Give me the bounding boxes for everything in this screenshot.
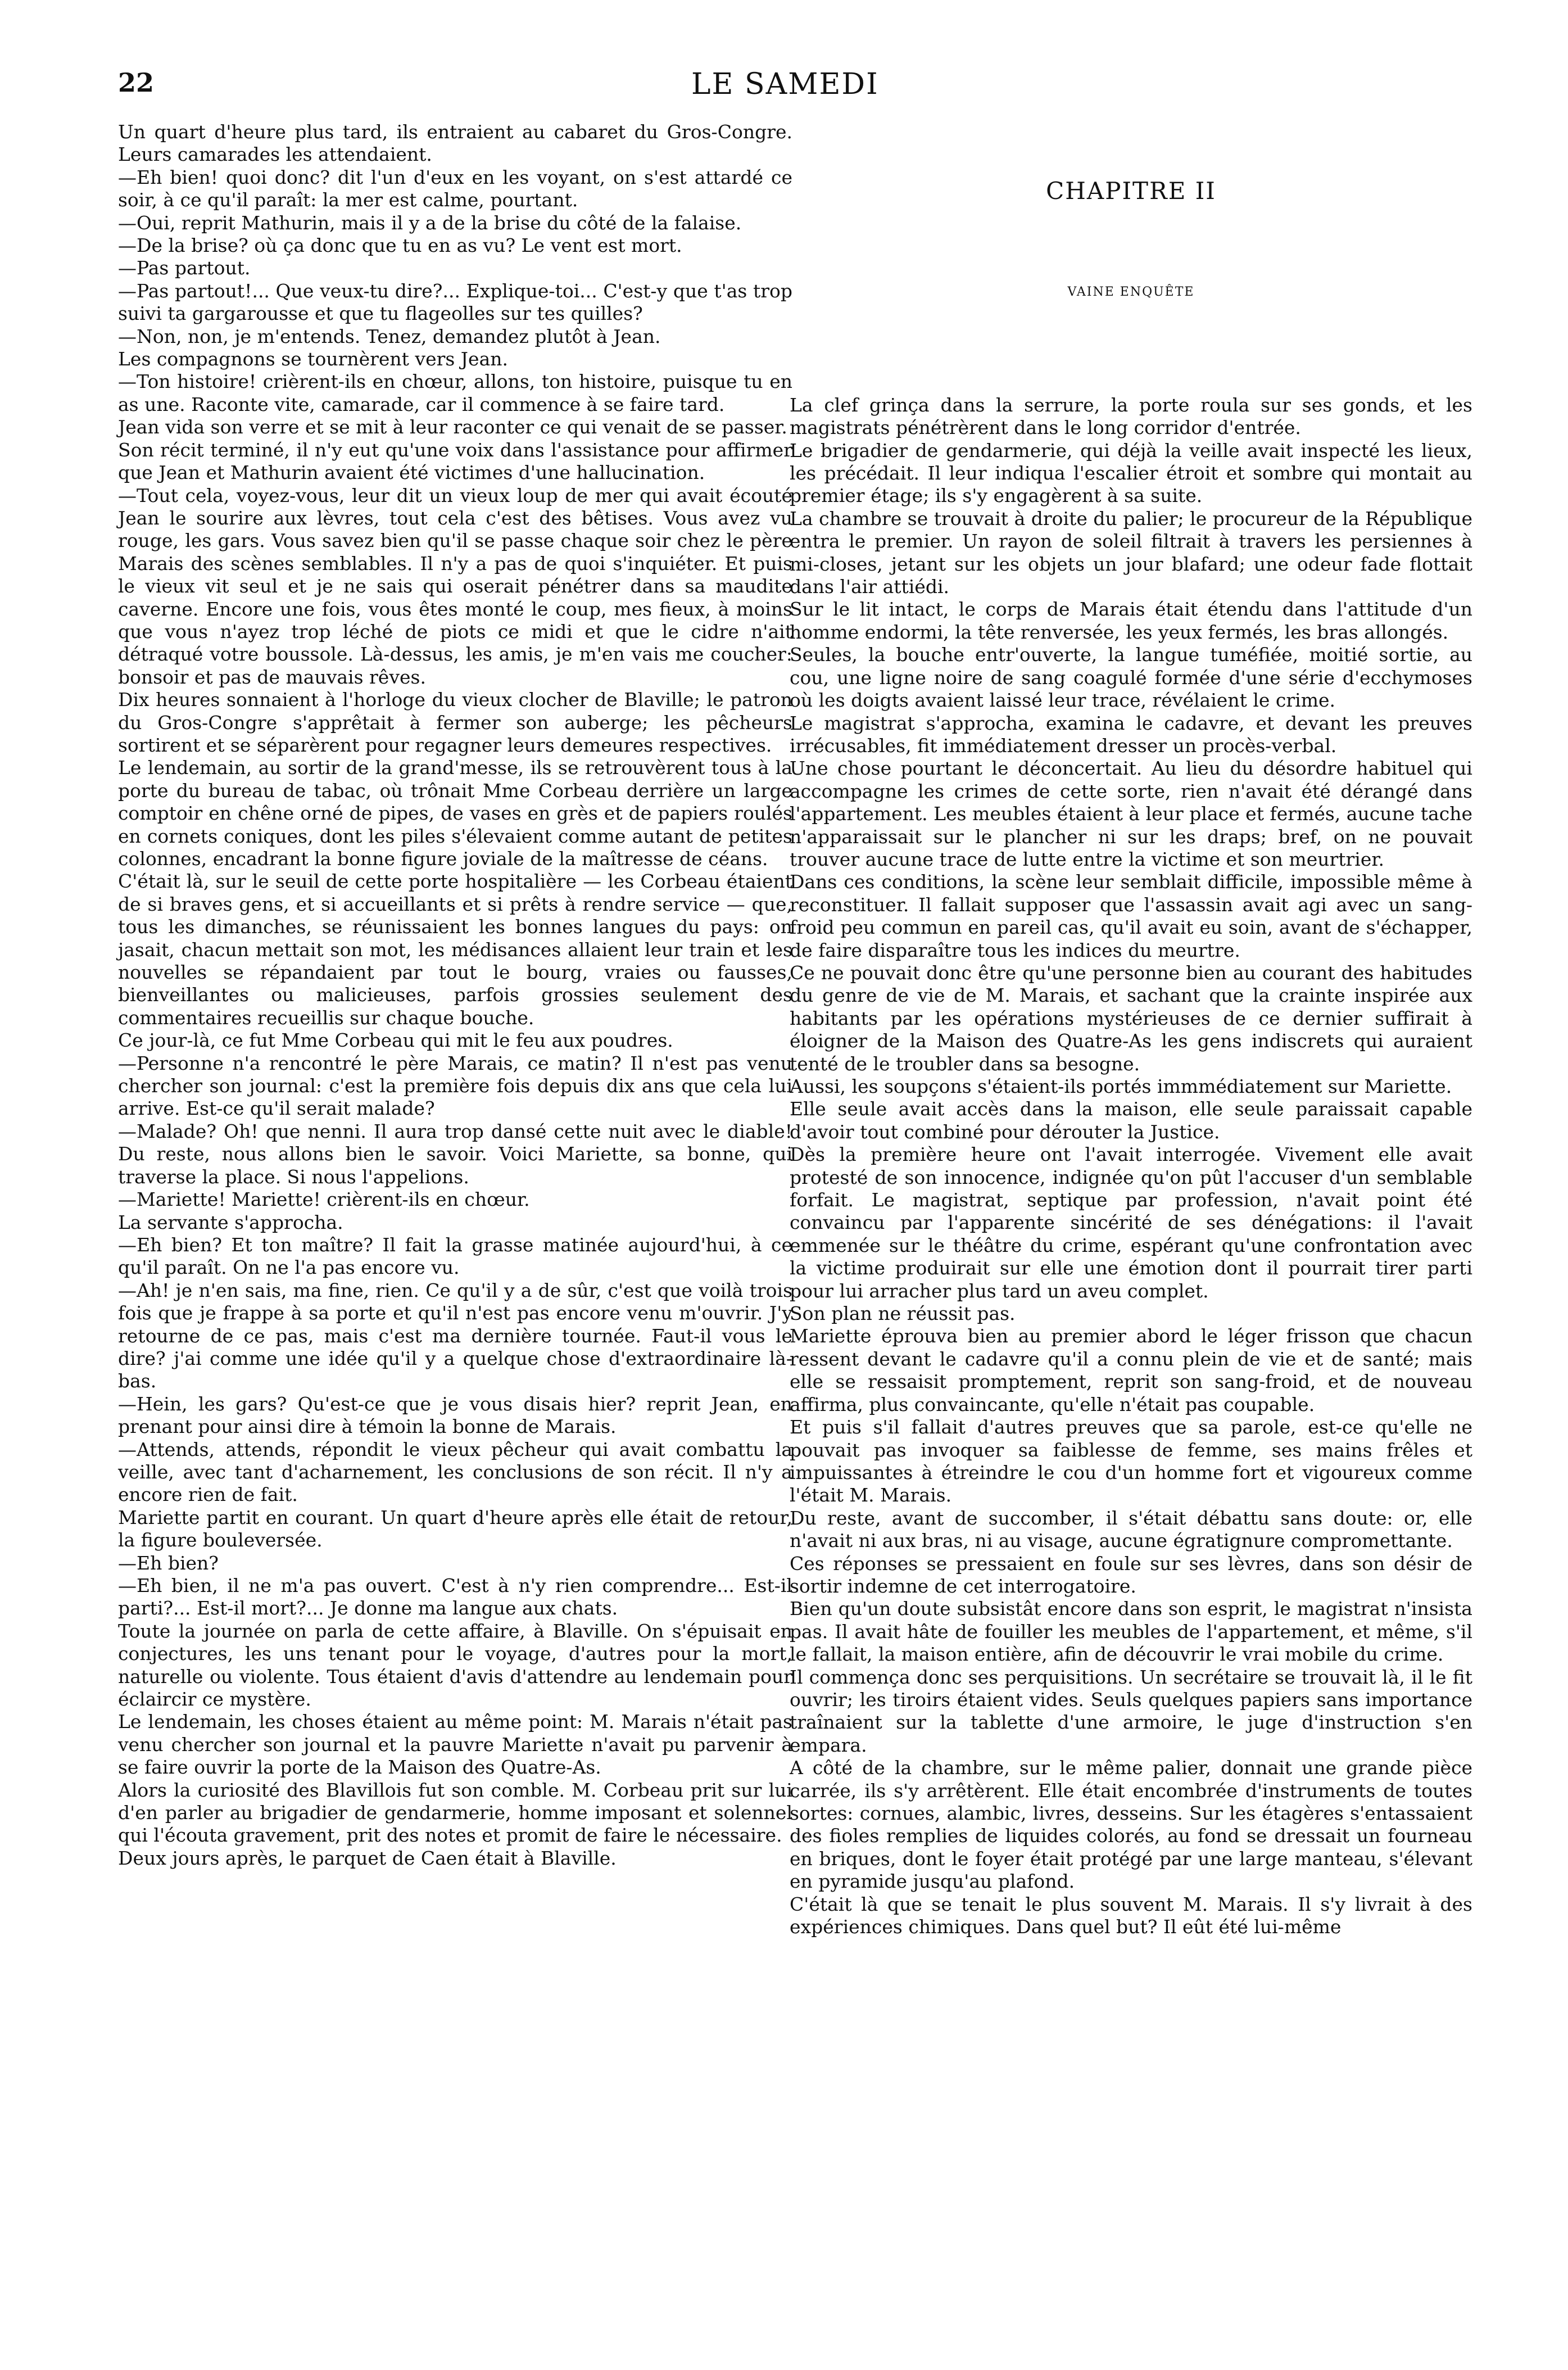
paragraph: Dix heures sonnaient à l'horloge du vieux clocher de Blaville; le patron du Gros-Congre s'apprêtait à fermer son auberge; les pêcheurs sortirent et se séparèrent pour regagner leurs demeures respectives.	[118, 689, 792, 756]
paragraph: Dès la première heure ont l'avait interrogée. Vivement elle avait protesté de son innocence, indignée qu'on pût l'accuser d'un semblable forfait. Le magistrat, septique par profession, n'avait point été convaincu par l'apparente sincérité de ses dénégations: il l'avait emmenée sur le théâtre du crime, espérant qu'une confrontation avec la victime produirait sur elle une émotion dont il pourrait tirer parti pour lui arracher plus tard un aveu complet.	[790, 1143, 1472, 1302]
paragraph: Ces réponses se pressaient en foule sur ses lèvres, dans son désir de sortir indemne de cet interrogatoire.	[790, 1552, 1472, 1597]
paragraph: Bien qu'un doute subsistât encore dans son esprit, le magistrat n'insista pas. Il avait hâte de fouiller les meubles de l'appartement, et même, s'il le fallait, la maison entière, afin de découvrir le vrai mobile du crime.	[790, 1598, 1472, 1666]
chapter-title: CHAPITRE II	[1046, 177, 1216, 205]
paragraph: C'était là, sur le seuil de cette porte hospitalière — les Corbeau étaient de si braves gens, et si accueillants et si prêts à rendre service — que, tous les dimanches, se réunissaient les bonnes langues du pays: on jasait, chacun mettait son mot, les médisances allaient leur train et les nouvelles se répandaient par tout le bourg, vraies ou fausses, bienveillantes ou malicieuses, parfois grossies seulement des commentaires recueillis sur chaque bouche.	[118, 870, 792, 1029]
paragraph: Toute la journée on parla de cette affaire, à Blaville. On s'épuisait en conjectures, les uns tenant pour le voyage, d'autres pour la mort, naturelle ou violente. Tous étaient d'avis d'attendre au lendemain pour éclaircir ce mystère.	[118, 1620, 792, 1711]
left-column	[118, 121, 792, 1870]
paragraph: Dans ces conditions, la scène leur semblait difficile, impossible même à reconstituer. Il fallait supposer que l'assassin avait agi avec un sang-froid peu commun en pareil cas, qu'il avait eu soin, avant de s'échapper, de faire disparaître tous les indices du meurtre.	[790, 871, 1472, 961]
paragraph: —Non, non, je m'entends. Tenez, demandez plutôt à Jean.	[118, 325, 661, 347]
paragraph: Mariette partit en courant. Un quart d'heure après elle était de retour, la figure bouleversée.	[118, 1506, 792, 1552]
paragraph: Son récit terminé, il n'y eut qu'une voix dans l'assistance pour affirmer que Jean et Mathurin avaient été victimes d'une hallucination.	[118, 438, 792, 484]
paragraph: La clef grinça dans la serrure, la porte roula sur ses gonds, et les magistrats pénétrèrent dans le long corridor d'entrée.	[790, 394, 1472, 439]
paragraph: Alors la curiosité des Blavillois fut son comble. M. Corbeau prit sur lui d'en parler au brigadier de gendarmerie, homme imposant et solennel qui l'écouta gravement, prit des notes et promit de faire le nécessaire.	[118, 1779, 792, 1847]
paragraph: —Eh bien? Et ton maître? Il fait la grasse matinée aujourd'hui, à ce qu'il paraît. On ne l'a pas encore vu.	[118, 1233, 792, 1279]
paragraph: —Hein, les gars? Qu'est-ce que je vous disais hier? reprit Jean, en prenant pour ainsi dire à témoin la bonne de Marais.	[118, 1392, 792, 1438]
paragraph: —Personne n'a rencontré le père Marais, ce matin? Il n'est pas venu chercher son journal: c'est la première fois depuis dix ans que cela lui arrive. Est-ce qu'il serait malade?	[118, 1052, 792, 1120]
journal-title: LE SAMEDI	[691, 67, 879, 101]
paragraph: —Oui, reprit Mathurin, mais il y a de la brise du côté de la falaise.	[118, 211, 742, 234]
chapter-heading	[790, 177, 1472, 304]
paragraph: Le lendemain, au sortir de la grand'messe, ils se retrouvèrent tous à la porte du bureau de tabac, où trônait Mme Corbeau derrière un large comptoir en chêne orné de pipes, de vases en grès et de papiers roulés en cornets coniques, dont les piles s'élevaient comme autant de petites colonnes, encadrant la bonne figure joviale de la maîtresse de céans.	[118, 757, 792, 870]
paragraph: Une chose pourtant le déconcertait. Au lieu du désordre habituel qui accompagne les crimes de cette sorte, rien n'avait été dérangé dans l'appartement. Les meubles étaient à leur place et fermés, aucune tache n'apparaissait sur le plancher ni sur les draps; bref, on ne pouvait trouver aucune trace de lutte entre la victime et son meurtrier.	[790, 757, 1472, 870]
paragraph: Le magistrat s'approcha, examina le cadavre, et devant les preuves irrécusables, fit immédiatement dresser un procès-verbal.	[790, 712, 1472, 757]
paragraph: Il commença donc ses perquisitions. Un secrétaire se trouvait là, il le fit ouvrir; les tiroirs étaient vides. Seuls quelques papiers sans importance traînaient sur la tablette d'une armoire, le juge d'instruction s'en empara.	[790, 1666, 1472, 1756]
paragraph: Aussi, les soupçons s'étaient-ils portés immmédiatement sur Mariette.	[790, 1075, 1452, 1097]
paragraph: —Ton histoire! crièrent-ils en chœur, allons, ton histoire, puisque tu en as une. Raconte vite, camarade, car il commence à se faire tard.	[118, 370, 792, 415]
paragraph: Du reste, avant de succomber, il s'était débattu sans doute: or, elle n'avait ni aux bras, ni au visage, aucune égratignure compromettante.	[790, 1507, 1472, 1552]
paragraph: Seules, la bouche entr'ouverte, la langue tuméfiée, moitié sortie, au cou, une ligne noire de sang coagulé formée d'une série d'ecchymoses où les doigts avaient laissé leur trace, révélaient le crime.	[790, 644, 1472, 712]
paragraph: —Attends, attends, répondit le vieux pêcheur qui avait combattu la veille, avec tant d'acharnement, les conclusions de son récit. Il n'y a encore rien de fait.	[118, 1438, 792, 1506]
paragraph: La servante s'approcha.	[118, 1211, 343, 1233]
paragraph: Mariette éprouva bien au premier abord le léger frisson que chacun ressent devant le cadavre qu'il a connu plein de vie et de santé; mais elle se ressaisit promptement, reprit son sang-froid, et de nouveau affirma, plus convaincante, qu'elle n'était pas coupable.	[790, 1325, 1472, 1415]
paragraph: La chambre se trouvait à droite du palier; le procureur de la République entra le premier. Un rayon de soleil filtrait à travers les persiennes à mi-closes, jetant sur les objets un jour blafard; une odeur fade flottait dans l'air attiédi.	[790, 507, 1472, 598]
paragraph: —Tout cela, voyez-vous, leur dit un vieux loup de mer qui avait écouté Jean le sourire aux lèvres, tout cela c'est des bêtises. Vous avez vu rouge, les gars. Vous savez bien qu'il se passe chaque soir chez le père Marais des scènes semblables. Il n'y a pas de quoi s'inquiéter. Et puis le vieux vit seul et je ne sais qui oserait pénétrer dans sa maudite caverne. Encore une fois, vous êtes monté le coup, mes fieux, à moins que vous n'ayez trop léché de piots ce midi et que le cidre n'ait détraqué votre boussole. Là-dessus, les amis, je m'en vais me coucher: bonsoir et pas de mauvais rêves.	[118, 484, 792, 688]
page-number: 22	[118, 67, 155, 98]
paragraph: Le brigadier de gendarmerie, qui déjà la veille avait inspecté les lieux, les précédait. Il leur indiqua l'escalier étroit et sombre qui montait au premier étage; ils s'y engagèrent à sa suite.	[790, 439, 1472, 507]
paragraph: Le lendemain, les choses étaient au même point: M. Marais n'était pas venu chercher son journal et la pauvre Mariette n'avait pu parvenir à se faire ouvrir la porte de la Maison des Quatre-As.	[118, 1711, 792, 1779]
paragraph: Ce ne pouvait donc être qu'une personne bien au courant des habitudes du genre de vie de M. Marais, et sachant que la crainte inspirée aux habitants par les opérations mystérieuses de ce dernier suffirait à éloigner de la Maison des Quatre-As les gens indiscrets qui auraient tenté de le troubler dans sa besogne.	[790, 961, 1472, 1075]
paragraph: —Eh bien! quoi donc? dit l'un d'eux en les voyant, on s'est attardé ce soir, à ce qu'il paraît: la mer est calme, pourtant.	[118, 166, 792, 211]
paragraph: —De la brise? où ça donc que tu en as vu? Le vent est mort.	[118, 234, 682, 257]
paragraph: —Ah! je n'en sais, ma fine, rien. Ce qu'il y a de sûr, c'est que voilà trois fois que je frappe à sa porte et qu'il n'est pas encore venu m'ouvrir. J'y retourne de ce pas, mais c'est ma dernière tournée. Faut-il vous le dire? j'ai comme une idée qu'il y a quelque chose d'extraordinaire là-bas.	[118, 1279, 792, 1392]
paragraph: Les compagnons se tournèrent vers Jean.	[118, 348, 508, 370]
paragraph: —Malade? Oh! que nenni. Il aura trop dansé cette nuit avec le diable! Du reste, nous allons bien le savoir. Voici Mariette, sa bonne, qui traverse la place. Si nous l'appelions.	[118, 1120, 792, 1188]
paragraph: —Eh bien?	[118, 1552, 219, 1574]
right-column	[790, 112, 1472, 1938]
paragraph: —Pas partout!... Que veux-tu dire?... Explique-toi... C'est-y que t'as trop suivi ta gargarousse et que tu flageolles sur tes quilles?	[118, 279, 792, 325]
paragraph: Sur le lit intact, le corps de Marais était étendu dans l'attitude d'un homme endormi, la tête renversée, les yeux fermés, les bras allongés.	[790, 598, 1472, 643]
paragraph: Elle seule avait accès dans la maison, elle seule paraissait capable d'avoir tout combiné pour dérouter la Justice.	[790, 1098, 1472, 1143]
paragraph: —Pas partout.	[118, 257, 251, 279]
paragraph: A côté de la chambre, sur le même palier, donnait une grande pièce carrée, ils s'y arrêtèrent. Elle était encombrée d'instruments de toutes sortes: cornues, alambic, livres, desseins. Sur les étagères s'entassaient des fioles remplies de liquides colorés, au fond se dressait un fourneau en briques, dont le foyer était protégé par une large manteau, s'élevant en pyramide jusqu'au plafond.	[790, 1757, 1472, 1893]
paragraph: C'était là que se tenait le plus souvent M. Marais. Il s'y livrait à des expériences chimiques. Dans quel but? Il eût été lui-même	[790, 1893, 1472, 1938]
page-header	[0, 0, 1568, 112]
paragraph: Son plan ne réussit pas.	[790, 1302, 1016, 1325]
chapter-body	[790, 394, 1472, 1939]
paragraph: Jean vida son verre et se mit à leur raconter ce qui venait de se passer.	[118, 416, 787, 438]
paragraph: Un quart d'heure plus tard, ils entraient au cabaret du Gros-Congre. Leurs camarades les attendaient.	[118, 121, 792, 166]
paragraph: Et puis s'il fallait d'autres preuves que sa parole, est-ce qu'elle ne pouvait pas invoquer sa faiblesse de femme, ses mains frêles et impuissantes à étreindre le cou d'un homme fort et vigoureux comme l'était M. Marais.	[790, 1416, 1472, 1507]
paragraph: Deux jours après, le parquet de Caen était à Blaville.	[118, 1847, 617, 1869]
chapter-subtitle: VAINE ENQUÊTE	[1067, 285, 1195, 300]
paragraph: Ce jour-là, ce fut Mme Corbeau qui mit le feu aux poudres.	[118, 1029, 673, 1052]
paragraph: —Eh bien, il ne m'a pas ouvert. C'est à n'y rien comprendre... Est-il parti?... Est-il mort?... Je donne ma langue aux chats.	[118, 1575, 792, 1620]
paragraph: —Mariette! Mariette! crièrent-ils en chœur.	[118, 1188, 530, 1211]
